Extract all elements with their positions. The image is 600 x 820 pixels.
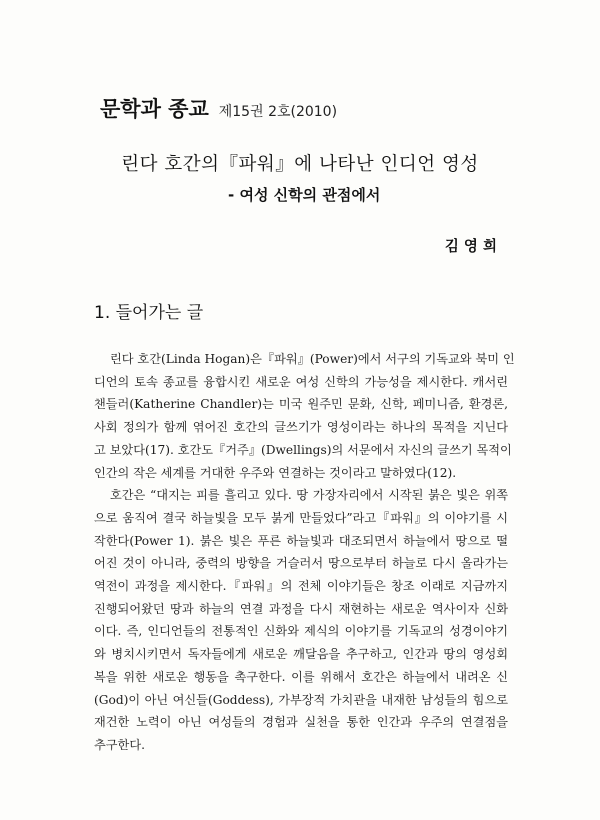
article-body — [94, 348, 515, 757]
journal-logo: 문학과 종교 — [100, 97, 209, 121]
paragraph — [94, 484, 508, 756]
journal-header — [100, 93, 337, 123]
text-line: 인간의 작은 세계를 거대한 우주와 연결하는 것이라고 말하였다(12). — [94, 465, 457, 480]
text-line: 으로 움직여 결국 하늘빛을 모두 붉게 만들었다”라고『파워』의 이야기를 시 — [94, 510, 508, 525]
article-author: 김 영 희 — [444, 239, 497, 255]
paragraph — [94, 348, 515, 484]
article-subtitle: - 여성 신학의 관점에서 — [228, 186, 381, 204]
text-line: 디언의 토속 종교를 융합시킨 새로운 여성 신학의 가능성을 제시한다. 캐서린 — [94, 374, 508, 389]
text-line: 작한다(Power 1). 붉은 빛은 푸른 하늘빛과 대조되면서 하늘에서 땅으로 떨 — [94, 533, 508, 548]
text-line: 와 병치시키면서 독자들에게 새로운 깨달음을 추구하고, 인간과 땅의 영성회 — [94, 647, 508, 662]
article-title: 린다 호간의『파워』에 나타난 인디언 영성 — [121, 154, 479, 175]
text-line: 재건한 노력이 아닌 여성들의 경험과 실천을 통한 인간과 우주의 연결점을 — [94, 715, 508, 730]
text-line: 진행되어왔던 땅과 하늘의 연결 과정을 다시 재현하는 새로운 역사이자 신화 — [94, 601, 508, 616]
text-line: 이다. 즉, 인디언들의 전통적인 신화와 제식의 이야기를 기독교의 성경이야기 — [94, 624, 508, 639]
text-line: 린다 호간(Linda Hogan)은『파워』(Power)에서 서구의 기독교와 북미 인 — [110, 352, 515, 366]
text-line: 사회 정의가 함께 엮어진 호간의 글쓰기가 영성이라는 하나의 목적을 지닌다 — [94, 420, 508, 435]
text-line: 호간은 “대지는 피를 흘리고 있다. 땅 가장자리에서 시작된 붉은 빛은 위쪽 — [110, 488, 508, 503]
text-line: (God)이 아닌 여신들(Goddess), 가부장적 가치관을 내재한 남성들의 힘으로 — [94, 692, 508, 707]
text-line: 복을 위한 새로운 행동을 촉구한다. 이를 위해서 호간은 하늘에서 내려온 신 — [94, 669, 508, 684]
text-line: 추구한다. — [94, 737, 145, 752]
text-line: 챈들러(Katherine Chandler)는 미국 원주민 문화, 신학, 페미니즘, 환경론, — [94, 397, 508, 412]
text-line: 어진 것이 아니라, 중력의 방향을 거슬러서 땅으로부터 하늘로 다시 올라가는 — [94, 556, 508, 571]
text-line: 역전이 과정을 제시한다.『파워』의 전체 이야기들은 창조 이래로 지금까지 — [94, 579, 508, 594]
journal-issue: 제15권 2호(2010) — [218, 104, 338, 120]
section-heading: 1. 들어가는 글 — [94, 303, 204, 323]
text-line: 고 보았다(17). 호간도『거주』(Dwellings)의 서문에서 자신의 글쓰기 목적이 — [94, 442, 512, 457]
